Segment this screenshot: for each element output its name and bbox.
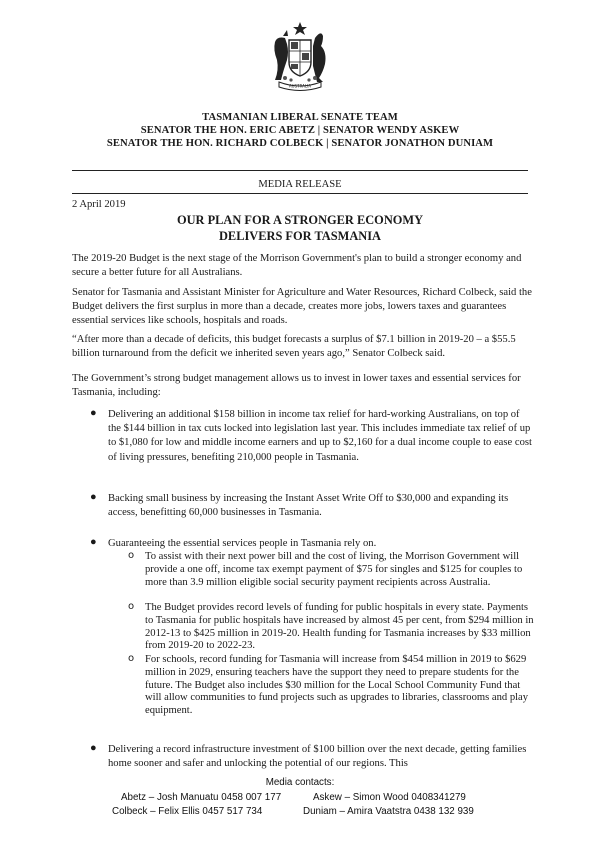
headline-line-2: DELIVERS FOR TASMANIA <box>218 229 382 243</box>
headline-line-1: OUR PLAN FOR A STRONGER ECONOMY <box>176 213 424 227</box>
sub-bullet-item: The Budget provides record levels of funding for public hospitals in every state. Payments to Tasmania for public hospitals have increased by almost 45 per cent, from $294 million in 2012-13 to $425 million in 2019-20. Health funding for Tasmania increases by $33 million from 2019-20 to 2022-23. <box>145 602 534 652</box>
paragraph: The 2019-20 Budget is the next stage of the Morrison Government's plan to build a stronger economy and secure a better future for all Australians. <box>72 253 522 279</box>
commonwealth-coat-of-arms-icon <box>265 20 335 94</box>
bullet-item: Guaranteeing the essential services people in Tasmania rely on. <box>108 538 377 549</box>
paragraph: Senator for Tasmania and Assistant Minister for Agriculture and Water Resources, Richard Colbeck, said the Budget delivers the first surplus in more than a decade, creates more jobs, lowers taxes and guarantees essential services like schools, hospitals and roads. <box>72 287 532 327</box>
release-date: 2 April 2019 <box>72 199 126 210</box>
bullet-item: Delivering an additional $158 billion in income tax relief for hard-working Australians, on top of the $144 billion in tax cuts locked into legislation last year. This includes immediate tax relief of up to $1,080 for low and middle income earners and up to $2,160 for a dual income couple to ease cost of living pressures, benefiting 210,000 people in Tasmania. <box>108 409 532 463</box>
bullet-icon: ● <box>90 407 97 419</box>
sub-bullet-item: For schools, record funding for Tasmania will increase from $454 million in 2019 to $629 million in 2029, ensuring teachers have the support they need to prepare students for the future. The Budget also includes $30 million for the Local School Community Fund that will allow communities to fund projects such as upgrades to libraries, classrooms and play equipment. <box>145 654 529 717</box>
senators-line-2: SENATOR THE HON. RICHARD COLBECK | SENATOR JONATHON DUNIAM <box>106 138 494 149</box>
header-divider <box>72 170 528 171</box>
release-divider <box>72 193 528 194</box>
svg-text:AUSTRALIA: AUSTRALIA <box>288 83 312 89</box>
contact-colbeck: Colbeck – Felix Ellis 0457 517 734 <box>112 806 263 817</box>
sub-bullet-icon: o <box>128 653 135 664</box>
bullet-icon: ● <box>90 491 97 503</box>
sub-bullet-item: To assist with their next power bill and the cost of living, the Morrison Government will provide a one off, income tax exempt payment of $75 for singles and $125 for couples to more than 3.9 million eligible social security payment recipients across Australia. <box>145 551 523 588</box>
bullet-item: Delivering a record infrastructure investment of $100 billion over the next decade, getting families home sooner and safer and unlocking the potential of our regions. This <box>108 744 527 770</box>
paragraph: “After more than a decade of deficits, this budget forecasts a surplus of $7.1 billion in 2019-20 – a $55.5 billion turnaround from the deficit we inherited seven years ago,” Senator Colbeck said. <box>72 334 516 360</box>
bullet-icon: ● <box>90 742 97 754</box>
contact-duniam: Duniam – Amira Vaatstra 0438 132 939 <box>303 806 474 817</box>
contact-askew: Askew – Simon Wood 0408341279 <box>313 792 466 803</box>
contact-abetz: Abetz – Josh Manuatu 0458 007 177 <box>121 792 282 803</box>
senators-line-1: SENATOR THE HON. ERIC ABETZ | SENATOR WENDY ASKEW <box>140 125 460 136</box>
paragraph: The Government’s strong budget management allows us to invest in lower taxes and essential services for Tasmania, including: <box>72 373 521 399</box>
release-type: MEDIA RELEASE <box>258 179 342 190</box>
team-name: TASMANIAN LIBERAL SENATE TEAM <box>202 112 398 123</box>
sub-bullet-icon: o <box>128 601 135 612</box>
media-contacts-title: Media contacts: <box>265 777 335 788</box>
bullet-item: Backing small business by increasing the Instant Asset Write Off to $30,000 and expanding its access, benefitting 60,000 businesses in Tasmania. <box>108 493 509 519</box>
bullet-icon: ● <box>90 536 97 548</box>
sub-bullet-icon: o <box>128 550 135 561</box>
